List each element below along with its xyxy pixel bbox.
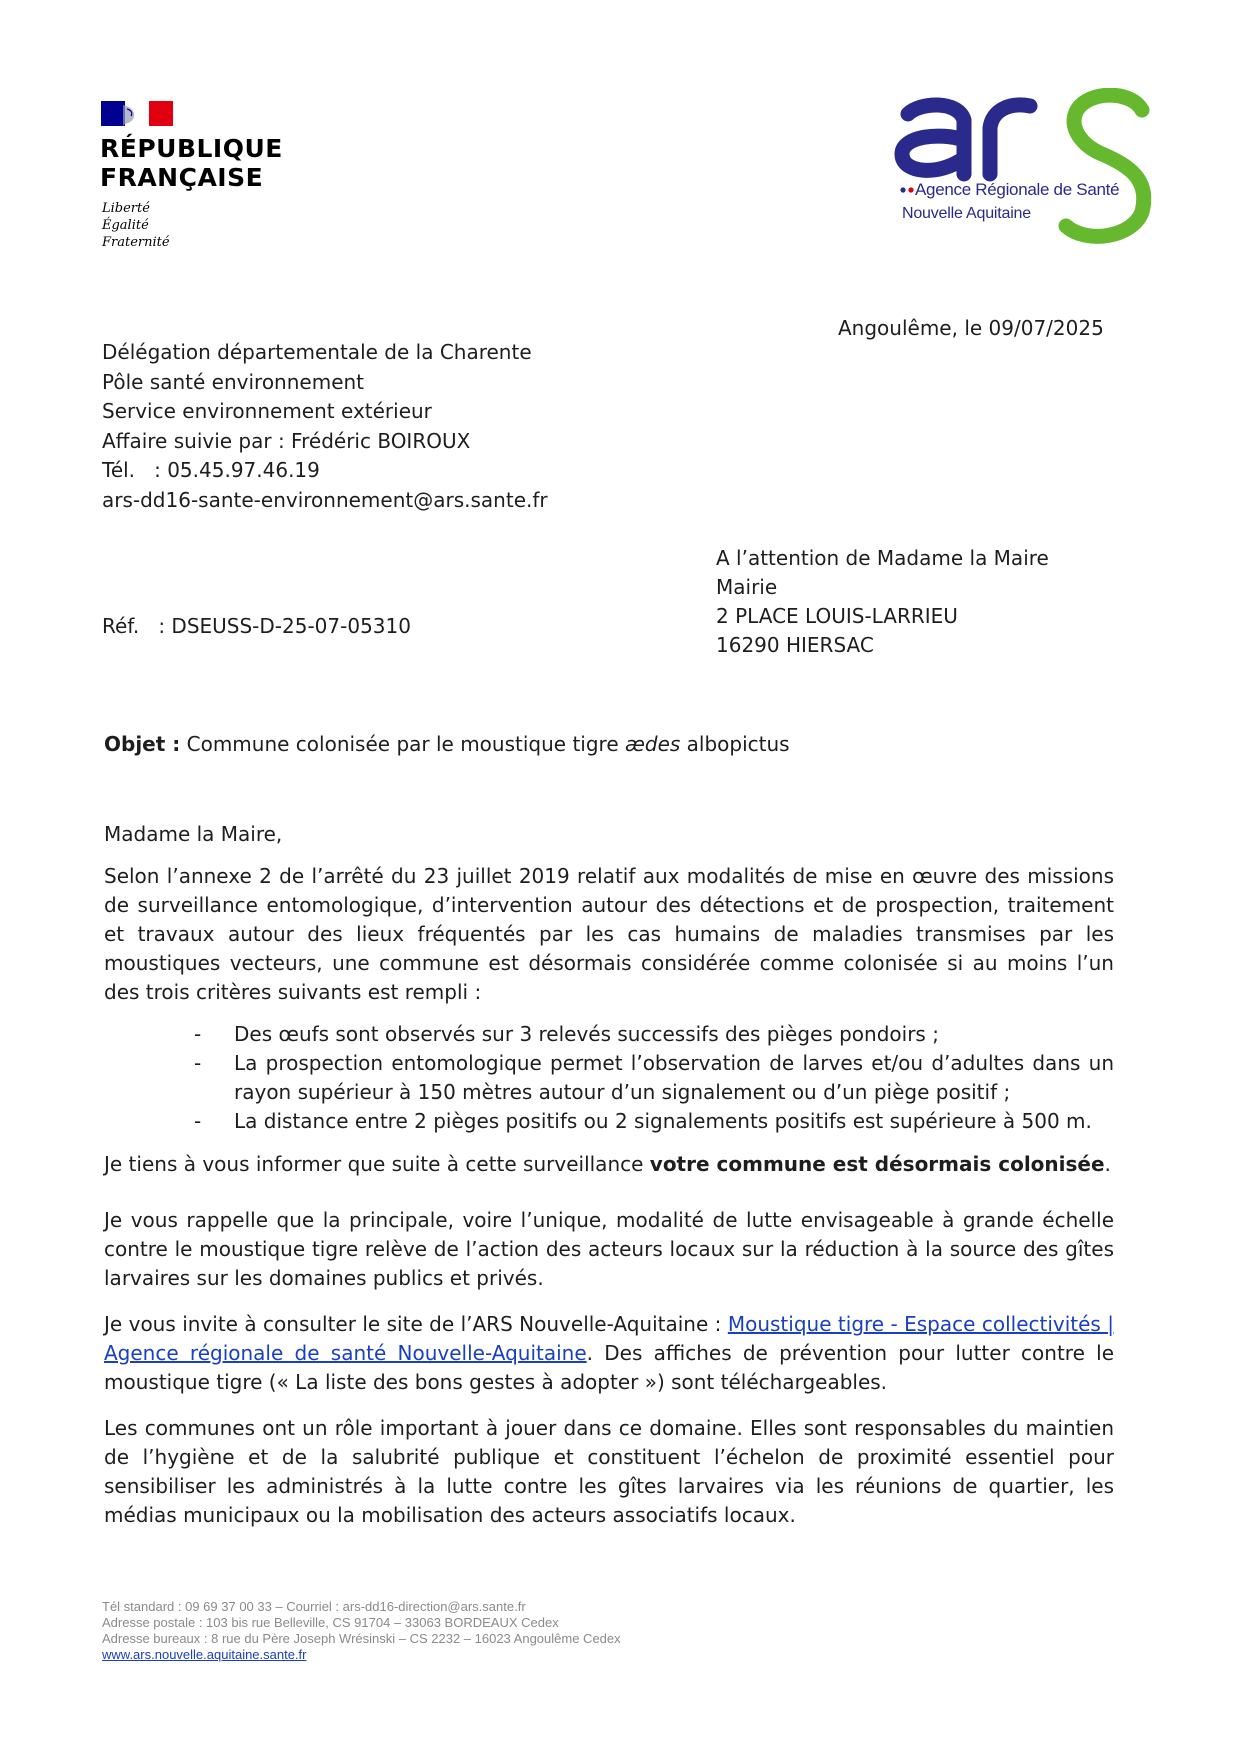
subject-text-1: Commune colonisée par le moustique tigre bbox=[180, 732, 625, 756]
recipient-mairie: Mairie bbox=[716, 575, 778, 599]
recipient-block bbox=[716, 544, 1049, 660]
republique-francaise-title bbox=[100, 134, 283, 192]
footer-phone-email: Tél standard : 09 69 37 00 33 – Courriel : ars-dd16-direction@ars.sante.fr bbox=[102, 1599, 526, 1614]
paragraph-communes-role: Les communes ont un rôle important à jouer dans ce domaine. Elles sont responsables du maintien de l’hygiène et de la salubrité publique et constituent l’échelon de proximité essentiel pour sensibiliser les administrés à la lutte contre les gîtes larvaires via les réunions de quartier, les médias municipaux ou la mobilisation des acteurs associatifs locaux. bbox=[104, 1416, 1114, 1527]
paragraph-colonised-notice bbox=[104, 1150, 1114, 1179]
criterion-text: Des œufs sont observés sur 3 relevés successifs des pièges pondoirs ; bbox=[234, 1022, 939, 1046]
criterion-text: La prospection entomologique permet l’observation de larves et/ou d’adultes dans un rayon supérieur à 150 mètres autour d’un signalement ou d’un piège positif ; bbox=[234, 1051, 1114, 1104]
subject-italic: ædes bbox=[624, 732, 681, 756]
motto-liberte: Liberté bbox=[102, 201, 150, 216]
reference-number: Réf. : DSEUSS-D-25-07-05310 bbox=[102, 614, 411, 638]
paragraph-criteria-intro: Selon l’annexe 2 de l’arrêté du 23 juillet 2019 relatif aux modalités de mise en œuvre des missions de surveillance entomologique, d’intervention autour des détections et de prospection, traitement et travaux autour des lieux fréquentés par les cas humains de maladies transmises par les moustiques vecteurs, une commune est désormais considérée comme colonisée si au moins l’un des trois critères suivants est rempli : bbox=[104, 864, 1114, 1004]
republique-motto bbox=[102, 200, 170, 251]
subject-label: Objet : bbox=[104, 732, 181, 756]
bullet-dash: - bbox=[194, 1051, 202, 1075]
sender-email: ars-dd16-sante-environnement@ars.sante.fr bbox=[102, 487, 548, 512]
paragraph-ars-website bbox=[104, 1310, 1114, 1397]
letter-date: Angoulême, le 09/07/2025 bbox=[838, 316, 1104, 340]
marianne-flag-logo bbox=[101, 101, 173, 126]
paragraph-local-action: Je vous rappelle que la principale, voire l’unique, modalité de lutte envisageable à grande échelle contre le moustique tigre relève de l’action des acteurs locaux sur la réduction à la source des gîtes larvaires sur les domaines publics et privés. bbox=[104, 1208, 1114, 1290]
bullet-dash: - bbox=[194, 1022, 202, 1046]
ars-tricolor-dots bbox=[900, 186, 914, 194]
subject-text-2: albopictus bbox=[680, 732, 790, 756]
notice-text: Je tiens à vous informer que suite à cette surveillance bbox=[104, 1152, 650, 1176]
rf-line1: RÉPUBLIQUE bbox=[100, 134, 283, 163]
sender-delegation: Délégation départementale de la Charente bbox=[102, 340, 532, 364]
list-item bbox=[194, 1049, 1114, 1107]
motto-egalite: Égalité bbox=[102, 218, 149, 233]
footer-postal-address: Adresse postale : 103 bis rue Belleville, CS 91704 – 33063 BORDEAUX Cedex bbox=[102, 1615, 559, 1630]
sender-pole: Pôle santé environnement bbox=[102, 369, 365, 394]
letter-footer bbox=[102, 1599, 621, 1663]
notice-bold: votre commune est désormais colonisée bbox=[649, 1152, 1105, 1176]
criteria-list bbox=[194, 1020, 1114, 1136]
letter-subject bbox=[104, 732, 790, 756]
footer-office-address: Adresse bureaux : 8 rue du Père Joseph Wrésinski – CS 2232 – 16023 Angoulême Cedex bbox=[102, 1631, 621, 1646]
motto-fraternite: Fraternité bbox=[102, 235, 170, 250]
sender-service: Service environnement extérieur bbox=[102, 399, 432, 423]
recipient-street: 2 PLACE LOUIS-LARRIEU bbox=[716, 604, 958, 628]
ars-moustique-tigre-link[interactable]: Moustique tigre - Espace collectivités | Agence régionale de santé Nouvelle-Aquitaine bbox=[104, 1312, 1114, 1365]
notice-end: . bbox=[1104, 1152, 1111, 1176]
website-intro: Je vous invite à consulter le site de l’ARS Nouvelle-Aquitaine : bbox=[104, 1312, 728, 1336]
sender-block bbox=[102, 338, 548, 515]
salutation: Madame la Maire, bbox=[104, 822, 283, 846]
recipient-attention: A l’attention de Madame la Maire bbox=[716, 546, 1049, 570]
list-item bbox=[194, 1020, 1114, 1049]
ars-logo bbox=[880, 88, 1160, 250]
ars-region-name: Nouvelle Aquitaine bbox=[902, 205, 1031, 222]
criterion-text: La distance entre 2 pièges positifs ou 2 signalements positifs est supérieure à 500 m. bbox=[234, 1109, 1092, 1133]
sender-contact-person: Affaire suivie par : Frédéric BOIROUX bbox=[102, 428, 471, 453]
recipient-city: 16290 HIERSAC bbox=[716, 633, 874, 657]
rf-line2: FRANÇAISE bbox=[100, 163, 264, 192]
bullet-dash: - bbox=[194, 1109, 202, 1133]
sender-phone: Tél. : 05.45.97.46.19 bbox=[102, 458, 320, 482]
website-posters-text: . Des affiches de prévention pour lutter contre le moustique tigre (« La liste des bons gestes à adopter ») sont téléchargeables. bbox=[104, 1341, 1114, 1394]
ars-agency-name: Agence Régionale de Santé bbox=[915, 180, 1120, 199]
footer-website-link[interactable]: www.ars.nouvelle.aquitaine.sante.fr bbox=[102, 1647, 307, 1662]
list-item bbox=[194, 1107, 1114, 1136]
